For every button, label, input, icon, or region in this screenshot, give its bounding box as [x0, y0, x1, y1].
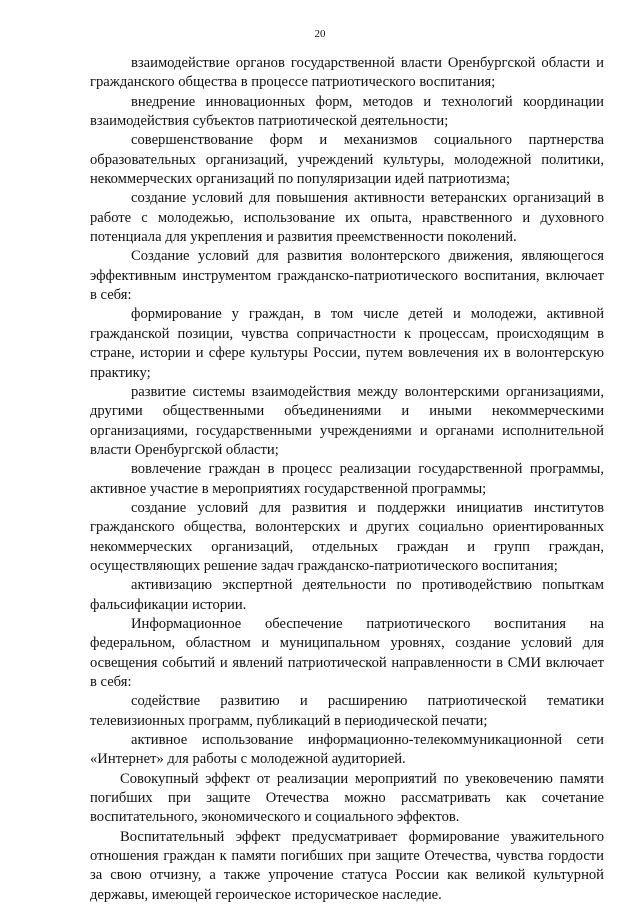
paragraph: активизацию экспертной деятельности по противодействию попыткам фальсификации истории.: [90, 577, 604, 613]
paragraph: содействие развитию и расширению патриотической тематики телевизионных программ, публикаций в периодической печати;: [90, 693, 604, 729]
paragraph: активное использование информационно-телекоммуникационной сети «Интернет» для работы с молодежной аудиторией.: [90, 732, 604, 768]
paragraph: развитие системы взаимодействия между волонтерскими организациями, другими общественными объединениями и иными некоммерческими организациями, государственными учреждениями и органами исполнительной власти Оренбургской области;: [90, 383, 604, 458]
paragraph: вовлечение граждан в процесс реализации государственной программы, активное участие в мероприятиях государственной программы;: [90, 461, 604, 497]
paragraph: взаимодействие органов государственной власти Оренбургской области и гражданского общества в процессе патриотического воспитания;: [90, 55, 604, 91]
paragraph: создание условий для развития и поддержки инициатив институтов гражданского общества, волонтерских и других социально ориентированных некоммерческих организаций, отдельных граждан и групп граждан, осуществляющих решение задач гражданско-патриотического воспитания;: [90, 499, 604, 574]
paragraph: Создание условий для развития волонтерского движения, являющегося эффективным инструментом гражданско-патриотического воспитания, включает в себя:: [90, 248, 604, 304]
paragraph: Совокупный эффект от реализации мероприятий по увековечению памяти погибших при защите Отечества можно рассматривать как сочетание воспитательного, экономического и социального эффектов.: [90, 770, 604, 826]
paragraph: Воспитательный эффект предусматривает формирование уважительного отношения граждан к памяти погибших при защите Отечества, чувства гордости за свою отчизну, а также упрочение статуса России как великой культурной державы, имеющей героическое историческое наследие.: [90, 828, 604, 903]
paragraph: внедрение инновационных форм, методов и технологий координации взаимодействия субъектов патриотической деятельности;: [90, 93, 604, 130]
page-number: 20: [314, 28, 326, 40]
body-text: [90, 54, 604, 905]
paragraph: формирование у граждан, в том числе детей и молодежи, активной гражданской позиции, чувства сопричастности к процессам, происходящим в стране, истории и сфере культуры России, путем вовлечения их в волонтерскую практику;: [90, 306, 604, 381]
paragraph: Информационное обеспечение патриотического воспитания на федеральном, областном и муниципальном уровнях, создание условий для освещения событий и явлений патриотической направленности в СМИ включает в себя:: [90, 615, 604, 690]
paragraph: создание условий для повышения активности ветеранских организаций в работе с молодежью, использование их опыта, нравственного и духовного потенциала для укрепления и развития преемственности поколений.: [90, 190, 604, 246]
paragraph: совершенствование форм и механизмов социального партнерства образовательных организаций, учреждений культуры, молодежной политики, некоммерческих организаций по популяризации идей патриотизма;: [90, 132, 604, 188]
